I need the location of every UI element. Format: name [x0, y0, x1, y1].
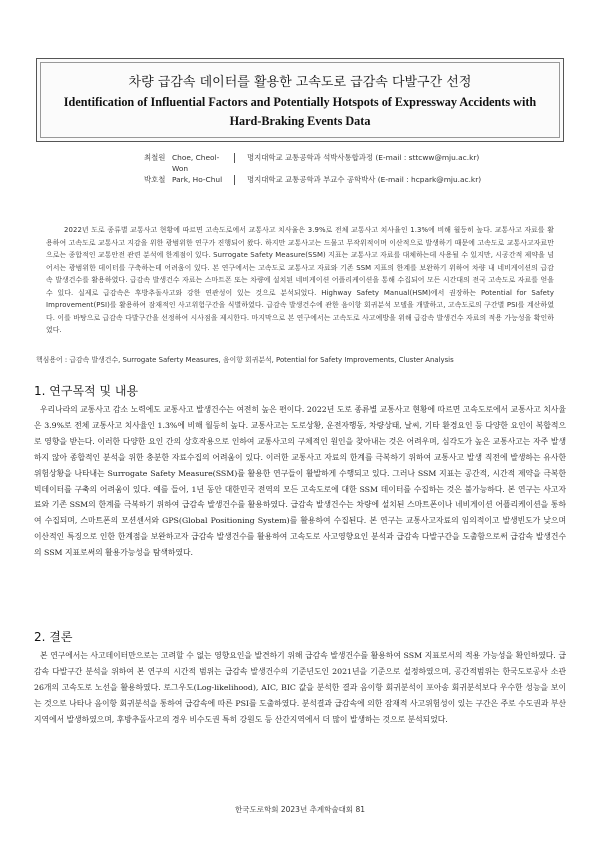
abstract — [46, 224, 554, 337]
author-affiliation: 명지대학교 교통공학과 부교수 공학박사 (E-mail : hcpark@mju.ac.kr) — [247, 175, 482, 184]
section-heading-purpose: 1. 연구목적 및 내용 — [34, 384, 139, 398]
section-heading-conclusion: 2. 결론 — [34, 630, 73, 644]
section-body-conclusion — [34, 648, 566, 728]
author-list — [144, 152, 544, 185]
section-paragraph: 본 연구에서는 사고데이터만으로는 고려할 수 없는 영향요인을 발견하기 위해 급감속 발생건수를 활용하여 SSM 지표로서의 적용 가능성을 확인하였다. 급감속 다발구간 분석을 위하여 본 연구의 시간적 범위는 급감속 발생건수의 기준년도인 2021년을 기준으로 설정하였으며, 공간적범위는 한국도로공사 소관 26개의 고속도로 노선을 활용하였다. 로그우도(Log-likelihood), AIC, BIC 값을 분석한 결과 음이항 회귀분석이 포아송 회귀분석보다 우수한 성능을 보이는 것으로 나타나 음이항 회귀분석을 통하여 급감속에 따른 PSI를 도출하였다. 분석결과 급감속에 의한 잠재적 사고위험성이 있는 구간은 주로 수도권과 부산지역에서 발생하였으며, 후방추돌사고의 경우 비수도권 특히 강원도 등 산간지역에서 더 많이 발생하는 것으로 분석되었다. — [34, 651, 566, 724]
author-name-en: Park, Ho-Chul — [172, 175, 223, 184]
title-korean: 차량 급감속 데이터를 활용한 고속도로 급감속 다발구간 선정 — [128, 75, 472, 90]
abstract-text: 2022년 도로 종류별 교통사고 현황에 따르면 고속도로에서 교통사고 치사율은 3.9%로 전체 교통사고 치사율인 1.3%에 비해 월등히 높다. 교통사고 자료를 활용하여 고속도로 교통사고 지감을 위한 광범위한 연구가 진행되어 왔다. 하지만 교통사고는 드물고 무작위적이며 이산적으로 발생하기 때문에 고속도로 교통사고자료만으로는 종합적인 교통안전 관련 분석에 한계점이 있다. Surrogate Safety Measure(SSM) 지표는 교통사고 자료를 대체하는데 사용될 수 있지만, 시공간적 제약을 넘어서는 광범위한 데이터를 구축하는데 어려움이 있다. 본 연구에서는 고속도로 교통사고 자료와 기존 SSM 지표의 한계를 보완하기 위하여 차량 내 네비게이션의 급감속 발생건수를 활용하였다. 급감속 발생건수 자료는 스마트폰 또는 차량에 설치된 네비게이션 어플리케이션을 통해 수집되어 모든 시간대의 전국 고속도로 자료를 얻을 수 있다. 실제로 급감속은 후방추돌사고와 강한 연관성이 있는 것으로 분석되었다. Highway Safety Manual(HSM)에서 권장하는 Potential for Safety Improvement(PSI)를 활용하여 잠재적인 사고위험구간을 식별하였다. 급감속 발생건수에 관한 음이항 회귀분석 모델을 개발하고, 고속도로의 구간별 PSI를 계산하였다. 이를 바탕으로 급감속 다발구간을 선정하여 시사점을 제시한다. 마지막으로 본 연구에서는 고속도로 사고예방을 위해 급감속 발생건수 자료의 적용 가능성을 확인하였다. — [46, 226, 554, 334]
author-affiliation: 명지대학교 교통공학과 석박사통합과정 (E-mail : sttcww@mju.ac.kr) — [247, 153, 480, 162]
author-name-ko: 최철원 — [144, 153, 166, 162]
keywords: 핵심용어 : 급감속 발생건수, Surrogate Saferty Measures, 음이항 회귀분석, Potential for Safety Improvements, Cluster Analysis — [36, 356, 454, 364]
author-name-en: Choe, Cheol-Won — [172, 153, 220, 173]
title-english: Identification of Influential Factors and Potentially Hotspots of Expressway Accidents with Hard-Braking Events Data — [63, 95, 537, 128]
author-divider — [234, 175, 247, 185]
author-row — [144, 174, 544, 185]
section-paragraph: 우리나라의 교통사고 감소 노력에도 교통사고 발생건수는 여전히 높은 편이다. 2022년 도로 종류별 교통사고 현황에 따르면 고속도로에서 교통사고 치사율은 3.9%로 전체 교통사고 치사율인 1.3%에 비해 월등히 높다. 교통사고는 도로상황, 운전자행동, 차량상태, 날씨, 기타 환경요인 등 다양한 요인이 복합적으로 영향을 받는다. 이러한 다양한 요인 간의 상호작용으로 인하여 교통사고의 구체적인 원인을 찾아내는 것은 어려우며, 심각도가 높은 교통사고는 자주 발생하지 않아 종합적인 분석을 위한 충분한 자료수집의 어려움이 있다. 이러한 교통사고 자료의 한계를 극복하기 위하여 교통사고 발생 직전에 발생하는 유사한 위험상황을 나타내는 Surrogate Safety Measure(SSM)를 활용한 연구들이 활발하게 수행되고 있다. 그러나 SSM 지표는 공간적, 시간적 제약을 극복한 빅데이터를 구축의 어려움이 있다. 예를 들어, 1년 동안 대한민국 전역의 모든 고속도로에 대한 SSM 데이터를 수집하는 것은 불가능하다. 본 연구는 사고자료와 기존 SSM의 한계를 극복하기 위하여 급감속 발생건수를 활용하였다. 급감속 발생건수는 차량에 설치된 스마트폰이나 네비게이션 어플리케이션을 통하여 수집되며, 스마트폰의 모션센서와 GPS(Global Positioning System)를 활용하여 수집된다. 본 연구는 교통사고자료의 임의적이고 발생빈도가 낮으며 이산적인 특징으로 인한 한계점을 보완하고자 급감속 발생건수를 활용하여 고속도로 사고영향요인 분석과 급감속 다발구간을 도출함으로써 급감속 발생건수의 SSM 지표로써의 활용가능성을 탐색하였다. — [34, 405, 566, 558]
author-divider — [234, 153, 247, 163]
author-row — [144, 152, 544, 174]
author-name-ko: 박호철 — [144, 175, 166, 184]
section-body-purpose — [34, 402, 566, 561]
page-footer: 한국도로학회 2023년 추계학술대회 81 — [235, 805, 365, 814]
title-box — [36, 58, 564, 142]
